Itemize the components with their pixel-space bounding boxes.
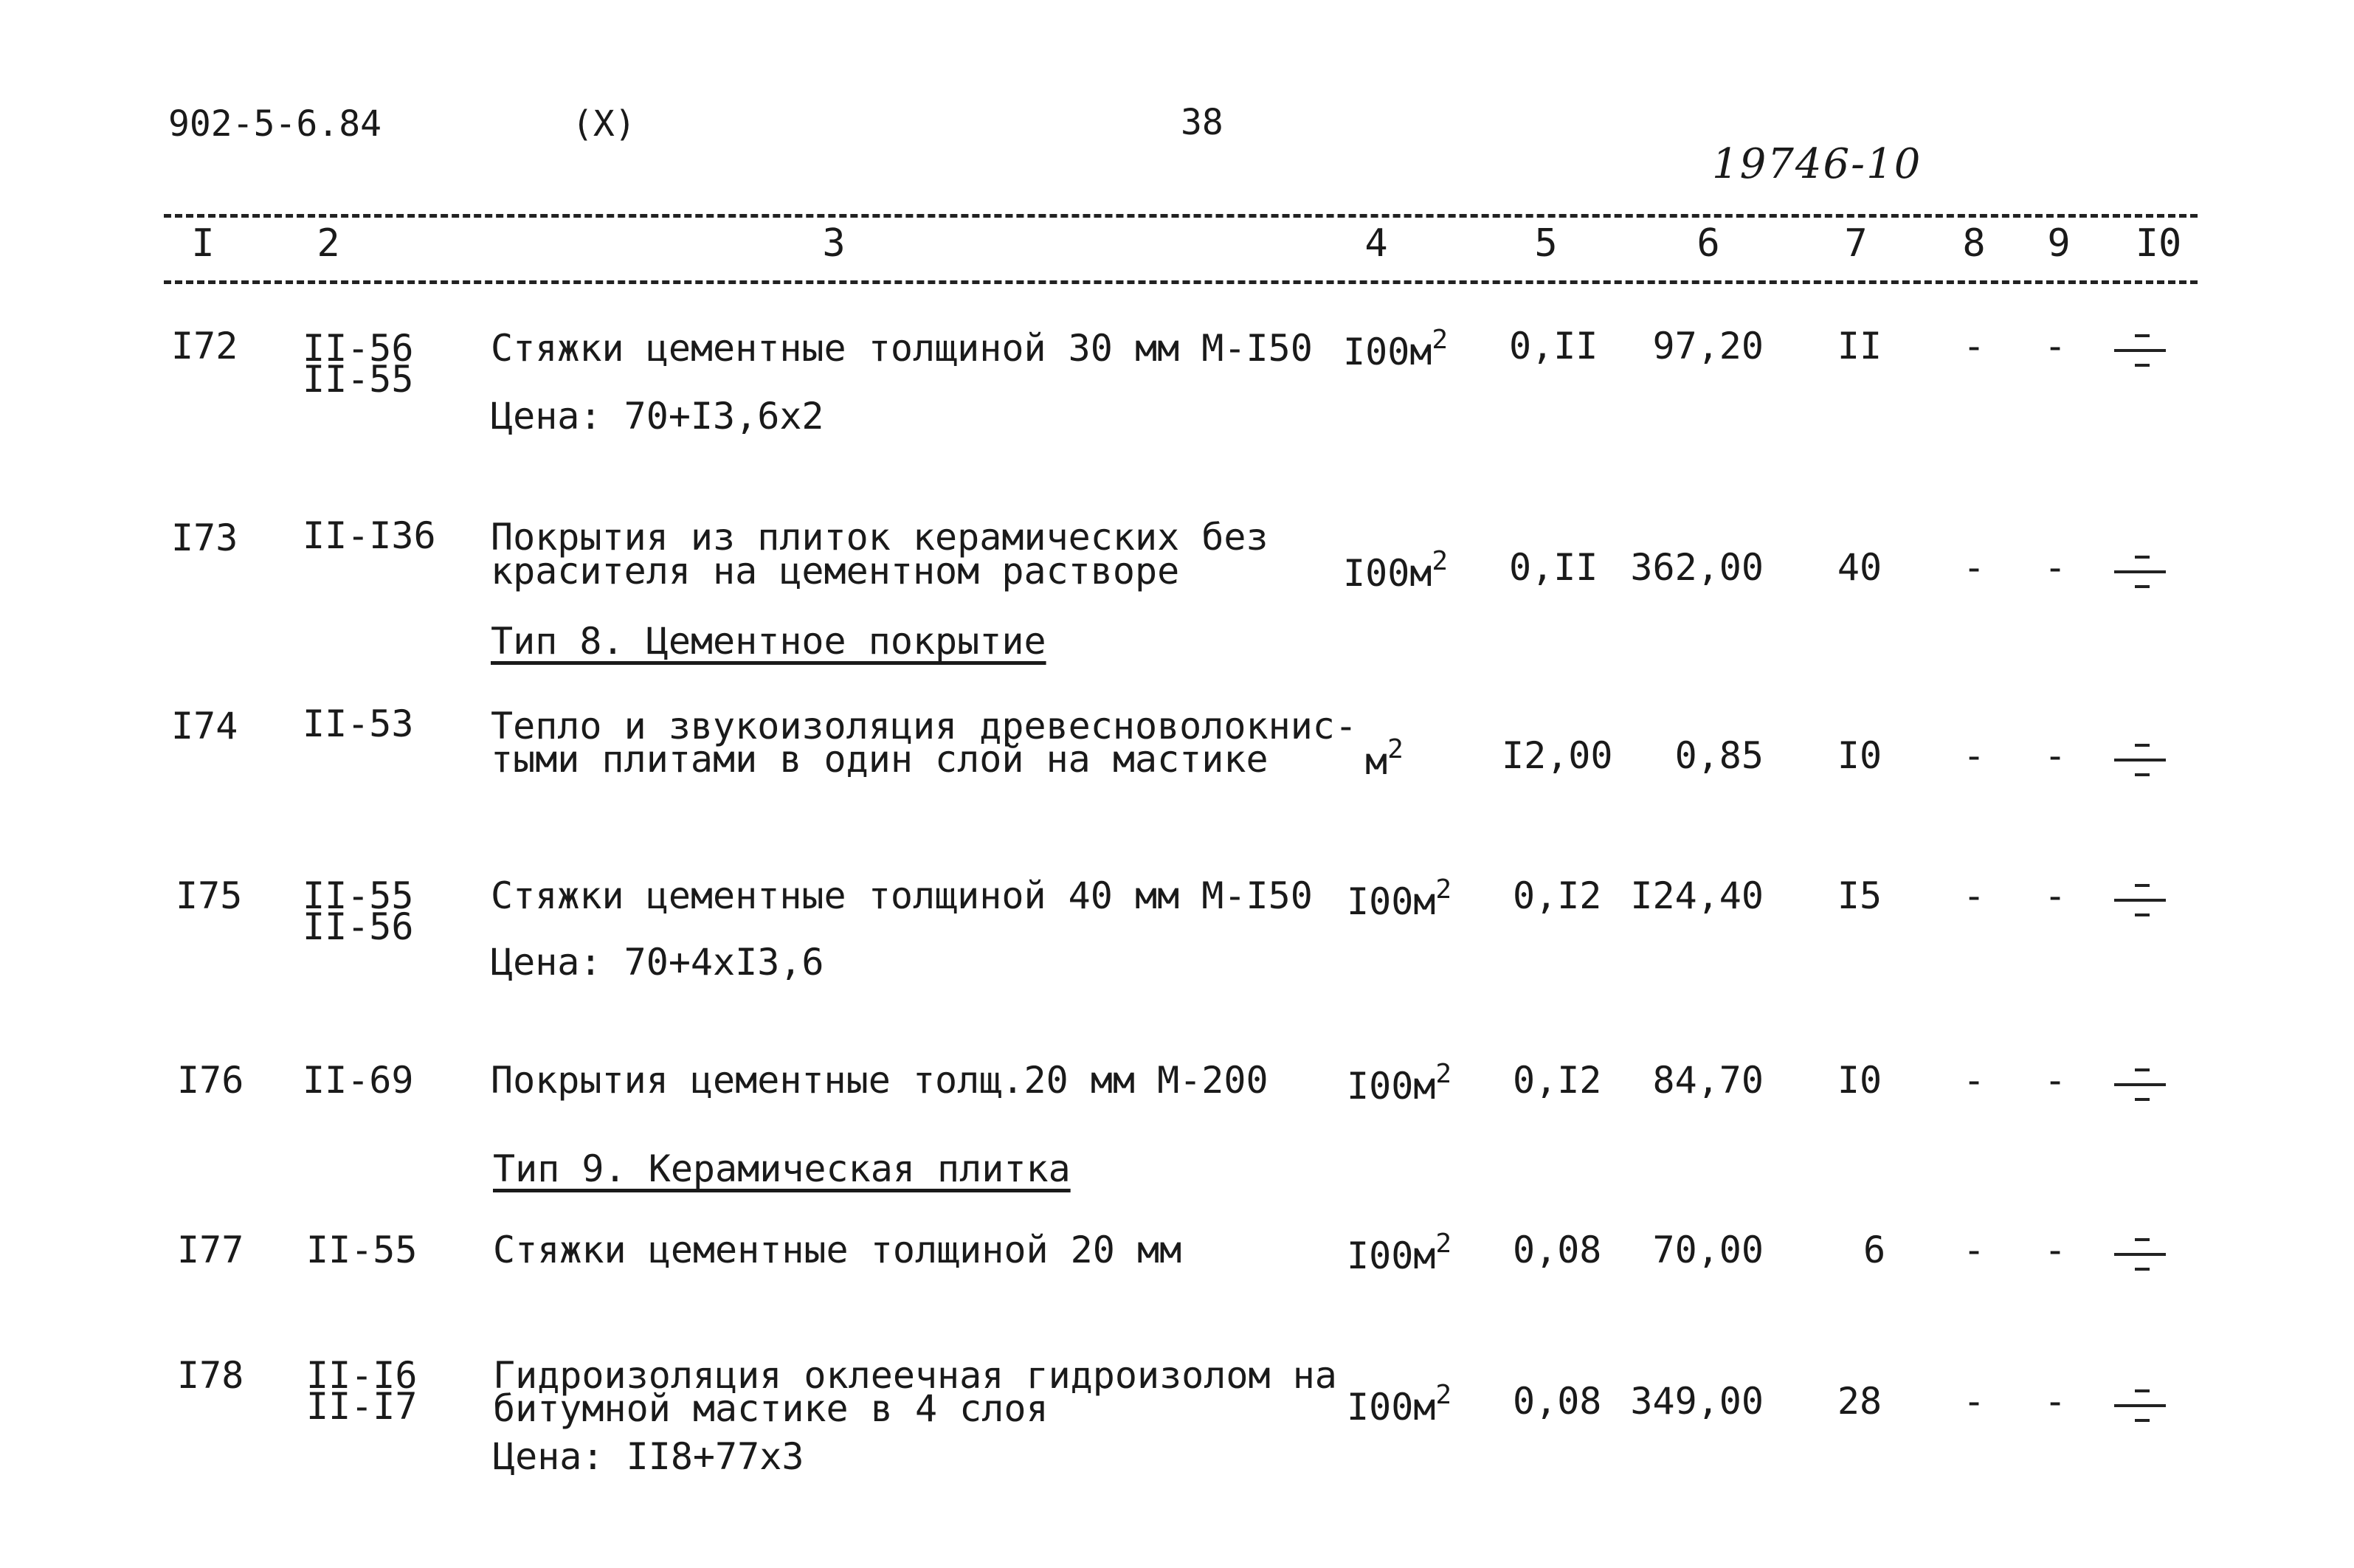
row-cost: 349,00: [1630, 1380, 1764, 1423]
row-number: I76: [177, 1059, 244, 1102]
row-code: II-55: [306, 1229, 418, 1271]
column-header-1: I: [191, 221, 215, 266]
row-quantity: 0,I2: [1513, 1059, 1602, 1102]
row-description-line2: битумной мастике в 4 слоя: [493, 1387, 1049, 1430]
row-quantity: 0,II: [1509, 546, 1598, 589]
row-number: I77: [177, 1229, 244, 1271]
row-quantity: 0,II: [1509, 325, 1598, 367]
section-heading: Тип 8. Цементное покрытие: [491, 620, 1046, 663]
row-number: I72: [171, 325, 238, 367]
row-code: II-I6: [306, 1354, 418, 1397]
handwritten-note: 19746-10: [1712, 140, 1922, 188]
row-code: II-69: [303, 1059, 414, 1102]
row-description: Стяжки цементные толщиной 20 мм: [493, 1229, 1182, 1271]
header-bottom-rule: [164, 280, 2198, 284]
column-header-9: 9: [2047, 221, 2071, 266]
row-cost: 97,20: [1652, 325, 1764, 367]
row-col8: -: [1963, 1059, 1986, 1102]
row-quantity: 0,I2: [1513, 874, 1602, 917]
row-description: Стяжки цементные толщиной 30 мм М-I50: [491, 327, 1313, 370]
row-description-line2: красителя на цементном растворе: [491, 550, 1180, 593]
row-unit: $I00м^2$: [1347, 1059, 1452, 1108]
row-col9: -: [2044, 1229, 2067, 1271]
row-description: Покрытия из плиток керамических без: [491, 516, 1269, 559]
column-header-2: 2: [317, 221, 340, 266]
row-code: II-55: [303, 874, 414, 917]
division-mark-icon: [2107, 328, 2166, 373]
row-col7: 28: [1837, 1380, 1882, 1423]
column-header-7: 7: [1844, 221, 1868, 266]
row-quantity: 0,08: [1513, 1229, 1602, 1271]
row-col9: -: [2044, 874, 2067, 917]
row-code: II-53: [303, 702, 414, 745]
row-cost: 0,85: [1674, 734, 1764, 777]
row-number: I75: [176, 874, 243, 917]
division-mark-icon: [2107, 1384, 2166, 1428]
row-number: I73: [171, 517, 238, 559]
row-code-secondary: II-I7: [306, 1385, 418, 1428]
column-header-10: I0: [2135, 221, 2182, 266]
row-col7: II: [1837, 325, 1882, 367]
column-header-4: 4: [1364, 221, 1388, 266]
row-cost: I24,40: [1630, 874, 1764, 917]
row-cost: 362,00: [1630, 546, 1764, 589]
row-quantity: I2,00: [1502, 734, 1613, 777]
row-col9: -: [2044, 325, 2067, 367]
section-heading: Тип 9. Керамическая плитка: [493, 1147, 1071, 1190]
row-col7: I0: [1837, 1059, 1882, 1102]
document-code: 902-5-6.84: [168, 103, 382, 145]
row-code-secondary: II-56: [303, 905, 414, 948]
row-cost: 70,00: [1652, 1229, 1764, 1271]
document-marker: (X): [572, 103, 636, 145]
row-description: Покрытия цементные толщ.20 мм М-200: [491, 1059, 1269, 1102]
row-quantity: 0,08: [1513, 1380, 1602, 1423]
row-unit: $I00м^2$: [1347, 1380, 1452, 1429]
division-mark-icon: [2107, 738, 2166, 782]
division-mark-icon: [2107, 878, 2166, 922]
row-col8: -: [1963, 1229, 1986, 1271]
row-unit: $I00м^2$: [1343, 325, 1449, 373]
header-top-rule: [164, 214, 2198, 218]
row-col9: -: [2044, 546, 2067, 589]
row-unit: $I00м^2$: [1347, 874, 1452, 923]
row-col9: -: [2044, 1059, 2067, 1102]
row-col9: -: [2044, 1380, 2067, 1423]
row-price-note: Цена: II8+77x3: [493, 1435, 804, 1478]
column-header-6: 6: [1697, 221, 1720, 266]
row-description: Гидроизоляция оклеечная гидроизолом на: [493, 1354, 1337, 1397]
row-number: I74: [171, 705, 238, 747]
row-unit: $I00м^2$: [1343, 546, 1449, 595]
row-cost: 84,70: [1652, 1059, 1764, 1102]
row-code: II-56: [303, 327, 414, 370]
row-code-secondary: II-55: [303, 358, 414, 401]
row-description: Тепло и звукоизоляция древесноволокнис-: [491, 705, 1357, 747]
row-code: II-I36: [303, 514, 436, 557]
division-mark-icon: [2107, 550, 2166, 594]
row-description: Стяжки цементные толщиной 40 мм М-I50: [491, 874, 1313, 917]
row-col8: -: [1963, 325, 1986, 367]
row-col8: -: [1963, 734, 1986, 777]
column-header-3: 3: [822, 221, 846, 266]
row-col8: -: [1963, 1380, 1986, 1423]
row-description-line2: тыми плитами в один слой на мастике: [491, 738, 1269, 781]
row-col9: -: [2044, 734, 2067, 777]
page-number: 38: [1181, 102, 1223, 143]
row-col8: -: [1963, 874, 1986, 917]
row-price-note: Цена: 70+4xI3,6: [491, 941, 824, 984]
column-header-8: 8: [1962, 221, 1986, 266]
column-header-5: 5: [1534, 221, 1558, 266]
division-mark-icon: [2107, 1063, 2166, 1107]
row-col7: I5: [1837, 874, 1882, 917]
row-col8: -: [1963, 546, 1986, 589]
row-price-note: Цена: 70+I3,6x2: [491, 395, 824, 438]
row-col7: 40: [1837, 546, 1882, 589]
row-number: I78: [177, 1354, 244, 1397]
division-mark-icon: [2107, 1232, 2166, 1277]
row-col7: I0: [1837, 734, 1882, 777]
row-col7: 6: [1863, 1229, 1886, 1271]
row-unit: $I00м^2$: [1347, 1229, 1452, 1277]
row-unit: $м^2$: [1365, 734, 1404, 783]
